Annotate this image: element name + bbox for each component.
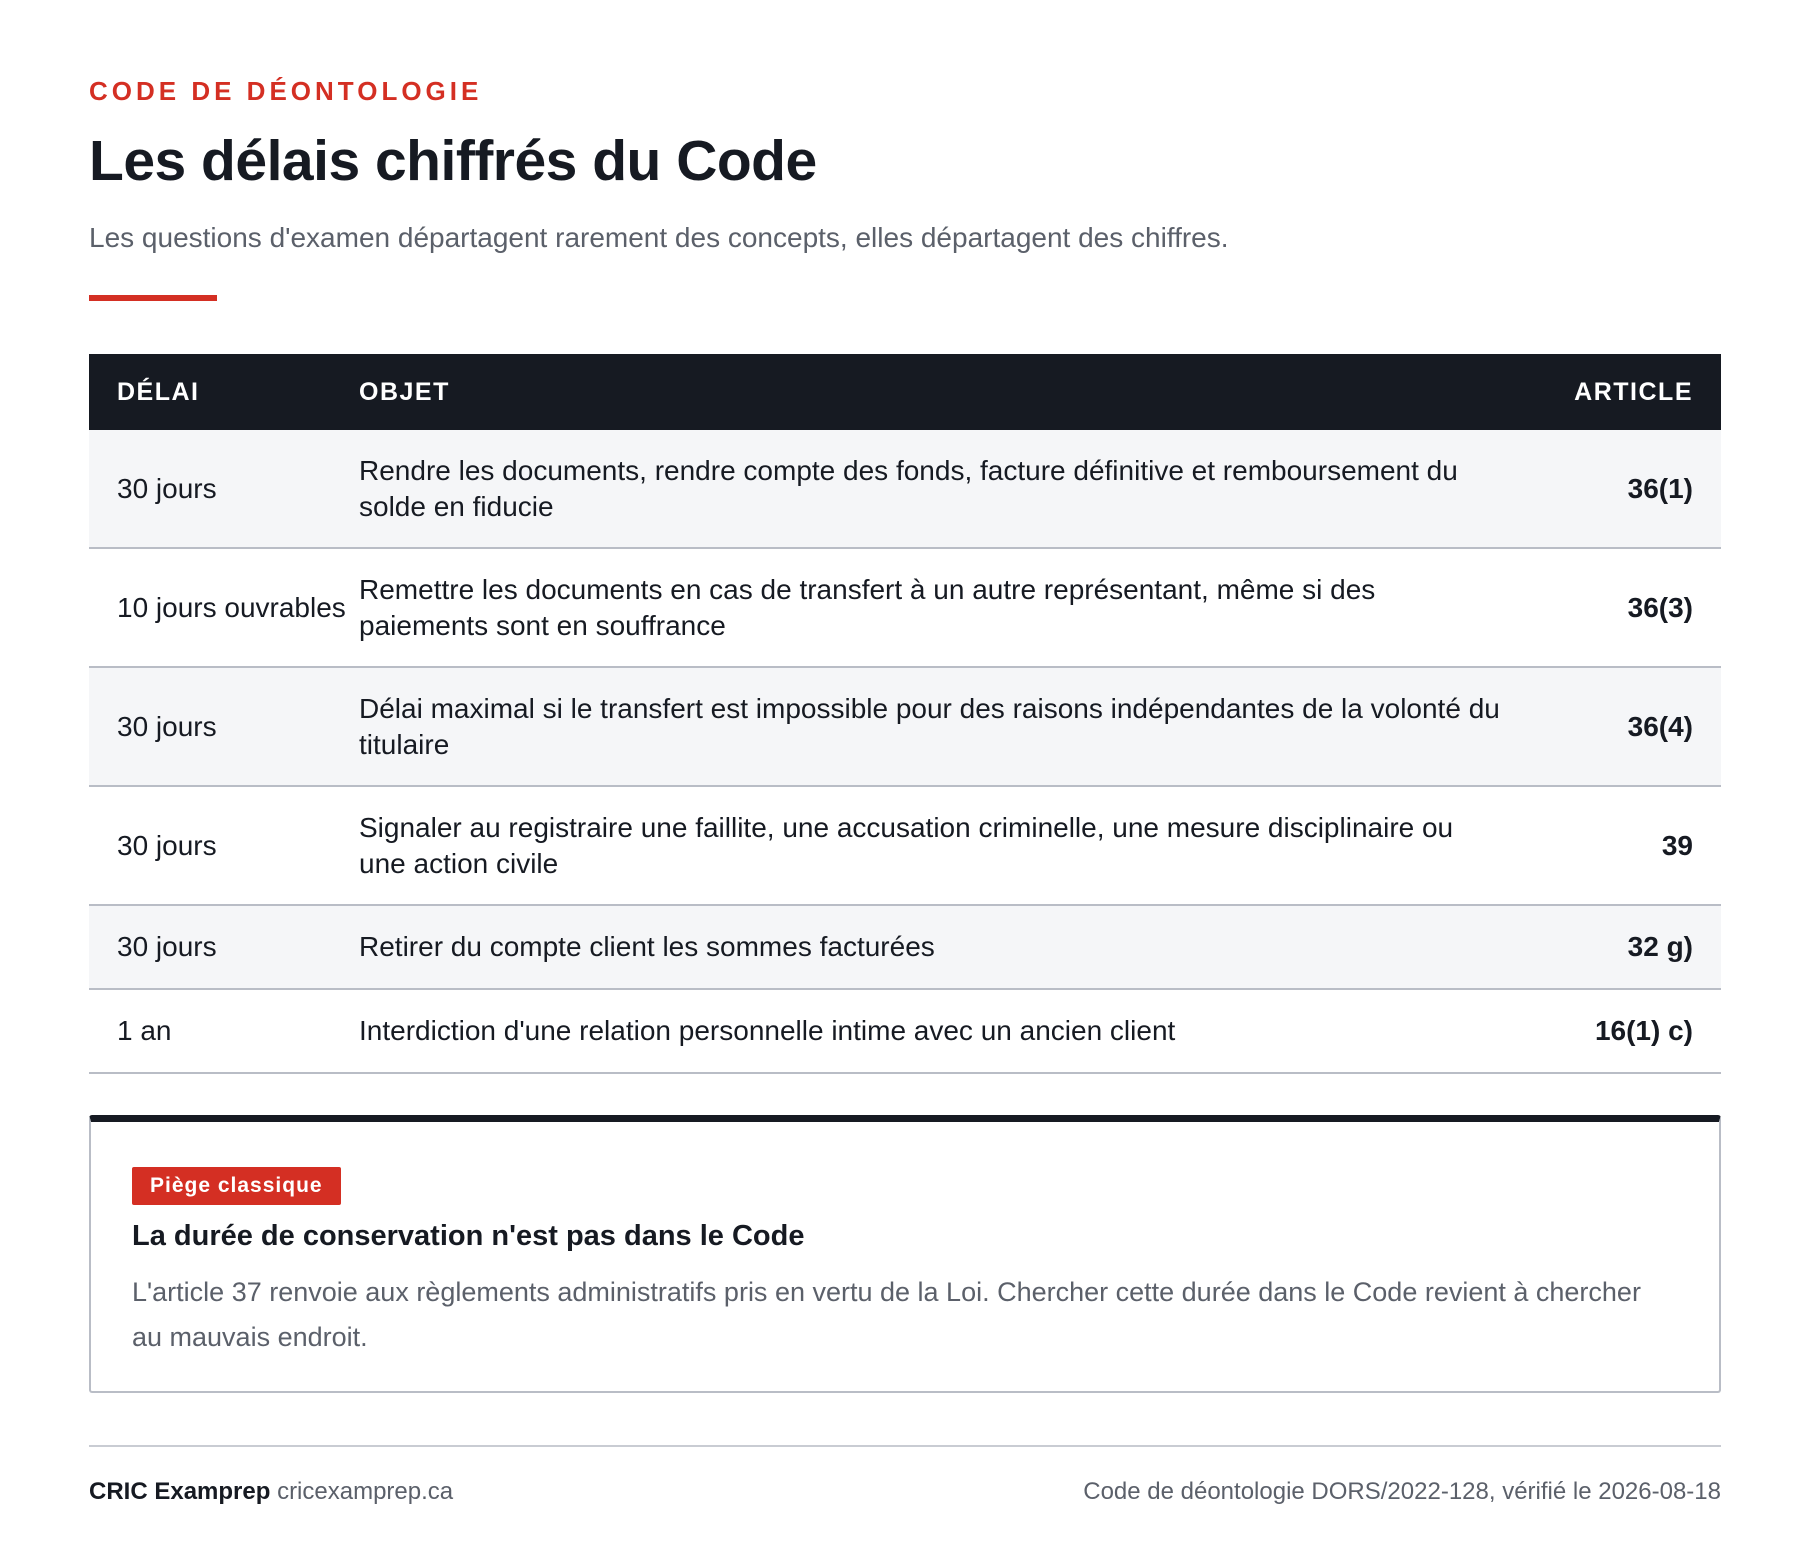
footer-source: Code de déontologie DORS/2022-128, vérifié le 2026-08-18 xyxy=(1083,1478,1721,1505)
trap-badge: Piège classique xyxy=(132,1167,341,1205)
cell-article: 32 g) xyxy=(1627,931,1693,962)
accent-divider xyxy=(89,295,217,301)
cell-delai: 30 jours xyxy=(117,472,217,504)
cell-article: 36(1) xyxy=(1627,472,1693,504)
deadlines-table xyxy=(89,354,1721,1074)
cell-delai: 30 jours xyxy=(117,710,217,742)
trap-callout xyxy=(89,1115,1721,1393)
column-header-delai: DÉLAI xyxy=(117,377,200,406)
cell-objet: Délai maximal si le transfert est impossible pour des raisons indépendantes de la volonté du titulaire xyxy=(359,692,1500,760)
cell-delai: 10 jours ouvrables xyxy=(117,591,346,623)
footer-divider xyxy=(89,1445,1721,1447)
column-header-objet: OBJET xyxy=(359,377,450,406)
table-row xyxy=(89,668,1721,787)
footer-brand-line xyxy=(89,1478,453,1506)
cell-article: 16(1) c) xyxy=(1594,1015,1693,1046)
cell-article: 39 xyxy=(1661,829,1693,861)
cell-delai: 30 jours xyxy=(117,829,217,861)
cell-delai: 30 jours xyxy=(117,931,217,962)
page-title: Les délais chiffrés du Code xyxy=(89,129,817,193)
cell-article: 36(3) xyxy=(1627,591,1693,623)
site-link[interactable]: cricexamprep.ca xyxy=(277,1478,454,1505)
cell-objet: Interdiction d'une relation personnelle intime avec un ancien client xyxy=(359,1015,1176,1046)
table-row xyxy=(89,430,1721,549)
table-header xyxy=(89,354,1721,430)
callout-title: La durée de conservation n'est pas dans le Code xyxy=(132,1220,805,1252)
cell-objet: Signaler au registraire une faillite, une accusation criminelle, une mesure disciplinaire ou une action civile xyxy=(359,811,1454,879)
brand-name: CRIC Examprep xyxy=(89,1478,271,1505)
page-subtitle: Les questions d'examen départagent rarement des concepts, elles départagent des chiffres. xyxy=(89,222,1229,253)
table-row xyxy=(89,787,1721,906)
cell-objet: Rendre les documents, rendre compte des fonds, facture définitive et remboursement du solde en fiducie xyxy=(359,454,1458,522)
cell-objet: Retirer du compte client les sommes facturées xyxy=(359,931,935,962)
column-header-article: ARTICLE xyxy=(1574,377,1693,406)
section-eyebrow: CODE DE DÉONTOLOGIE xyxy=(89,76,483,106)
callout-body: L'article 37 renvoie aux règlements administratifs pris en vertu de la Loi. Chercher cette durée dans le Code revient à chercher au mauvais endroit. xyxy=(132,1277,1641,1352)
table-row xyxy=(89,990,1721,1074)
cell-delai: 1 an xyxy=(117,1015,172,1046)
table-row xyxy=(89,906,1721,990)
cell-article: 36(4) xyxy=(1627,710,1693,742)
table-row xyxy=(89,549,1721,668)
cell-objet: Remettre les documents en cas de transfert à un autre représentant, même si des paiements sont en souffrance xyxy=(359,573,1376,641)
